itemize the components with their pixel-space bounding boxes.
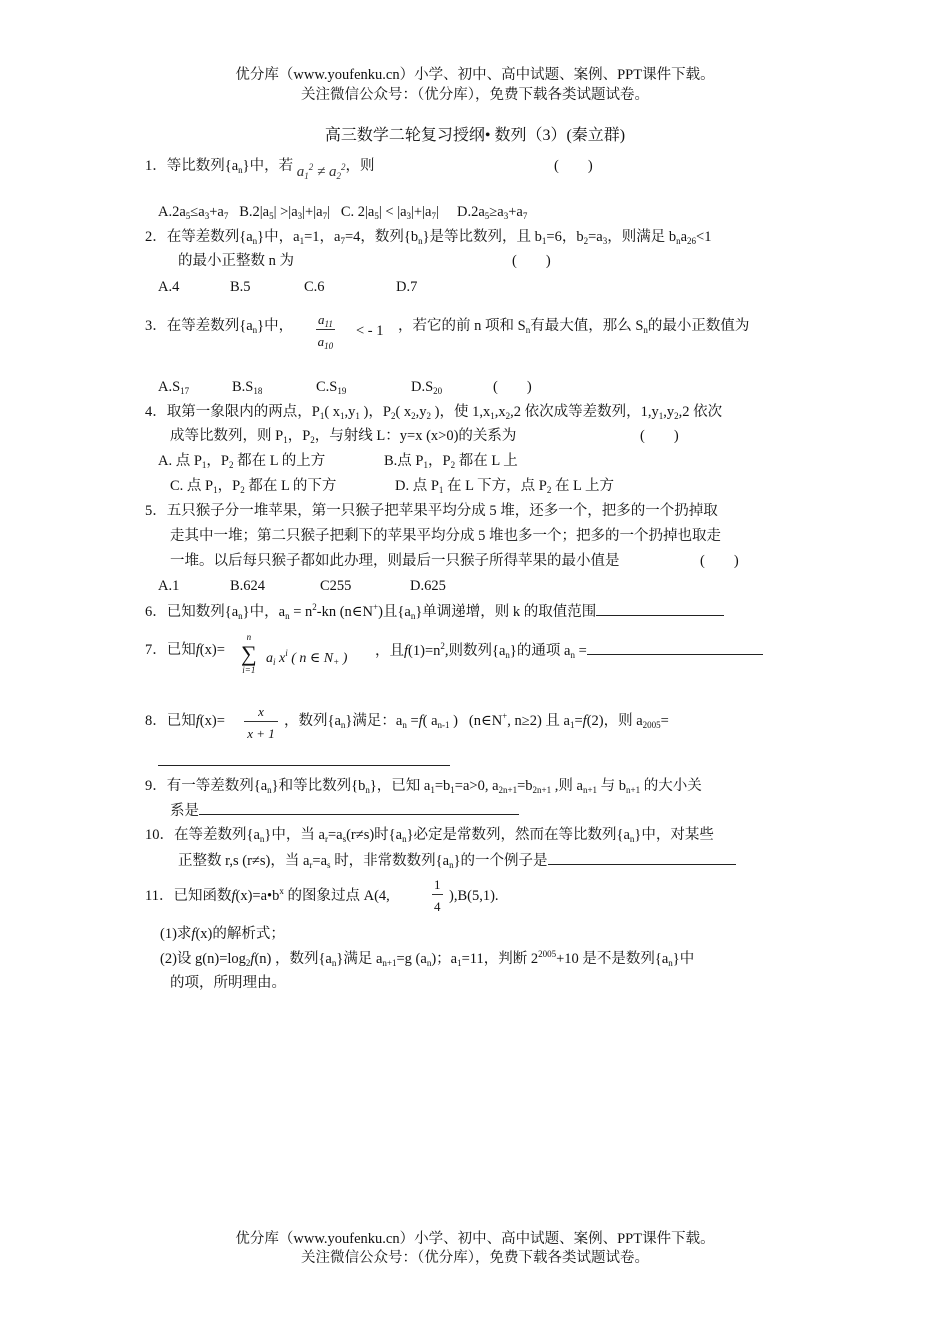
question-1-paren: ( ) bbox=[554, 158, 593, 174]
question-2-line-1: 2．在等差数列$\{a_n\}$中，$a_1=1$，$a_7=4$，数列$\{b_n\}$是等比数列，且 $b_1=6$，$b_2=a_3$，则满足 $b_na_{26}<1$ bbox=[145, 229, 712, 246]
question-2-paren: ( ) bbox=[512, 253, 551, 269]
question-7-label: 7．已知f(x)= bbox=[145, 642, 225, 658]
fraction-a11-a10: $\frac{a_{11}}{a_{10}}$ bbox=[317, 312, 334, 351]
fraction-one-quarter: $\frac{1}{4}$ bbox=[434, 877, 441, 914]
question-1: 1．等比数列$\{a_n\}$中，若 $a_1^2 \ne a_2^2$，则 bbox=[145, 158, 375, 181]
question-5-options: A.1 B.624 C255 D.625 bbox=[158, 578, 446, 594]
question-9-line-1: 9．有一等差数列$\{a_n\}$和等比数列$\{b_n\}$，已知 $a_1=b_1=a>0$, $a_{2n+1}=b_{2n+1}$ ,则 $a_{n+1}$ 与 $b_{n+1}$ 的大小关 bbox=[145, 778, 702, 795]
question-11-cont: ),B(5,1). bbox=[449, 888, 499, 904]
question-11-part-1: (1)求f(x)的解析式； bbox=[160, 926, 285, 942]
question-5-line-1: 5．五只猴子分一堆苹果，第一只猴子把苹果平均分成 5 堆，还多一个，把多的一个扔掉取 bbox=[145, 503, 718, 519]
question-2-options: A.4 B.5 C.6 D.7 bbox=[158, 279, 418, 295]
question-4-paren: ( ) bbox=[640, 428, 679, 444]
question-3: 3．在等差数列$\{a_n\}$中， bbox=[145, 318, 294, 335]
inequality-lt-minus-one: < - 1 bbox=[356, 323, 384, 339]
question-10-line-1: 10．在等差数列$\{a_n\}$中，当 $a_r=a_s(r\ne s)$时$\{a_n\}$必定是常数列，然而在等比数列$\{a_n\}$中，对某些 bbox=[145, 827, 714, 844]
question-4-option-d: D. 点 $P_1$ 在 L 下方，点 $P_2$ 在 L 上方 bbox=[395, 478, 615, 495]
question-8-label: 8．已知f(x)= bbox=[145, 713, 225, 729]
question-10-line-2: 正整数 r,s (r≠s)，当 $a_r=a_s$ 时，非常数数列$\{a_n\}$的一个例子是 bbox=[178, 851, 736, 870]
question-3-cont: ，若它的前 n 项和 $S_n$有最大值，那么 $S_n$的最小正数值为 bbox=[398, 318, 750, 335]
question-6: 6．已知数列$\{a_n\}$中，$a_n = n^2-kn$ (n∈N+)且$\{a_n\}$单调递增，则 k 的取值范围 bbox=[145, 602, 724, 621]
question-11: 11．已知函数$f(x)=a•b^x$ 的图象过点 A(4, bbox=[145, 886, 390, 904]
answer-blank-6[interactable] bbox=[596, 602, 724, 616]
question-5-paren: ( ) bbox=[700, 553, 739, 569]
question-1-options: $A.2a_5\le a_3+a_7$ $B.2|a_5| >|a_3|+|a_7|$ C. $2|a_5| < |a_3|+|a_7|$ $D.2a_5\ge a_3+a_7$ bbox=[158, 204, 528, 221]
question-4-option-c: C. 点 $P_1$，$P_2$ 都在 L 的下方 bbox=[170, 478, 337, 495]
question-4-option-b: B.点 $P_1$，$P_2$ 都在 L 上 bbox=[384, 453, 518, 470]
question-4-line-1: 4．取第一象限内的两点，$P_1$( $x_1,y_1$ )，$P_2$( $x_2,y_2$ )，使 $1,x_1,x_2,2$ 依次成等差数列，$1,y_1,y_2,2$ 依次 bbox=[145, 404, 723, 421]
question-11-part-2-line-2: 的项，所明理由。 bbox=[170, 975, 286, 991]
header-line-2: 关注微信公众号：（优分库），免费下载各类试题试卷。 bbox=[301, 87, 649, 103]
summation-term: $a_i$ $x^i$ ( n ∈ $N_+$ ) bbox=[266, 648, 348, 667]
question-5-line-3: 一堆。以后每只猴子都如此办理，则最后一只猴子所得苹果的最小值是 bbox=[170, 553, 620, 569]
question-7-cont: ，且$f(1)=n^2$,则数列$\{a_n\}$的通项 $a_n$ = bbox=[375, 641, 763, 660]
answer-blank-10[interactable] bbox=[548, 851, 736, 865]
answer-blank-7[interactable] bbox=[587, 641, 763, 655]
footer-line-2: 关注微信公众号：（优分库），免费下载各类试题试卷。 bbox=[301, 1250, 649, 1266]
question-2-line-2: 的最小正整数 n 为 bbox=[178, 253, 294, 269]
summation-symbol: n ∑ i=1 bbox=[241, 632, 257, 675]
header-line-1: 优分库（www.youfenku.cn）小学、初中、高中试题、案例、PPT课件下载。 bbox=[235, 67, 715, 83]
question-8-cont: ，数列$\{a_n\}$满足：$a_n =f$( $a_{n-1}$ ) (n∈N+, n≥2) 且 $a_1=f(2)$，则 $a_{2005}=$ bbox=[284, 711, 669, 730]
question-9-line-2: 系是 bbox=[170, 801, 519, 820]
question-5-line-2: 走其中一堆；第二只猴子把剩下的苹果平均分成 5 堆也多一个；把多的一个扔掉也取走 bbox=[170, 528, 721, 544]
question-4-line-2: 成等比数列，则 $P_1$，$P_2$，与射线 L：y=x (x>0)的关系为 bbox=[170, 428, 517, 445]
answer-blank-9[interactable] bbox=[199, 801, 519, 815]
question-11-part-2: (2)设 $g(n)=\log_2f(n)$ ，数列$\{a_n\}$满足 $a_{n+1}=g$ $(a_n)$；$a_1=11$，判断 $2^{2005}+10$ 是不是数列$\{a_n\}$中 bbox=[160, 949, 695, 968]
fraction-x-over-x-plus-1: $\frac{x}{x + 1}$ bbox=[242, 704, 280, 741]
footer-line-1: 优分库（www.youfenku.cn）小学、初中、高中试题、案例、PPT课件下载。 bbox=[235, 1231, 715, 1247]
question-3-options: $A.S_{17}$ $B.S_{18}$ $C.S_{19}$ $D.S_{20}$ ( ) bbox=[158, 379, 532, 396]
answer-blank-8[interactable] bbox=[158, 752, 450, 766]
question-4-option-a: A. 点 $P_1$，$P_2$ 都在 L 的上方 bbox=[158, 453, 326, 470]
page-title: 高三数学二轮复习授纲• 数列（3）(秦立群) bbox=[324, 127, 626, 144]
